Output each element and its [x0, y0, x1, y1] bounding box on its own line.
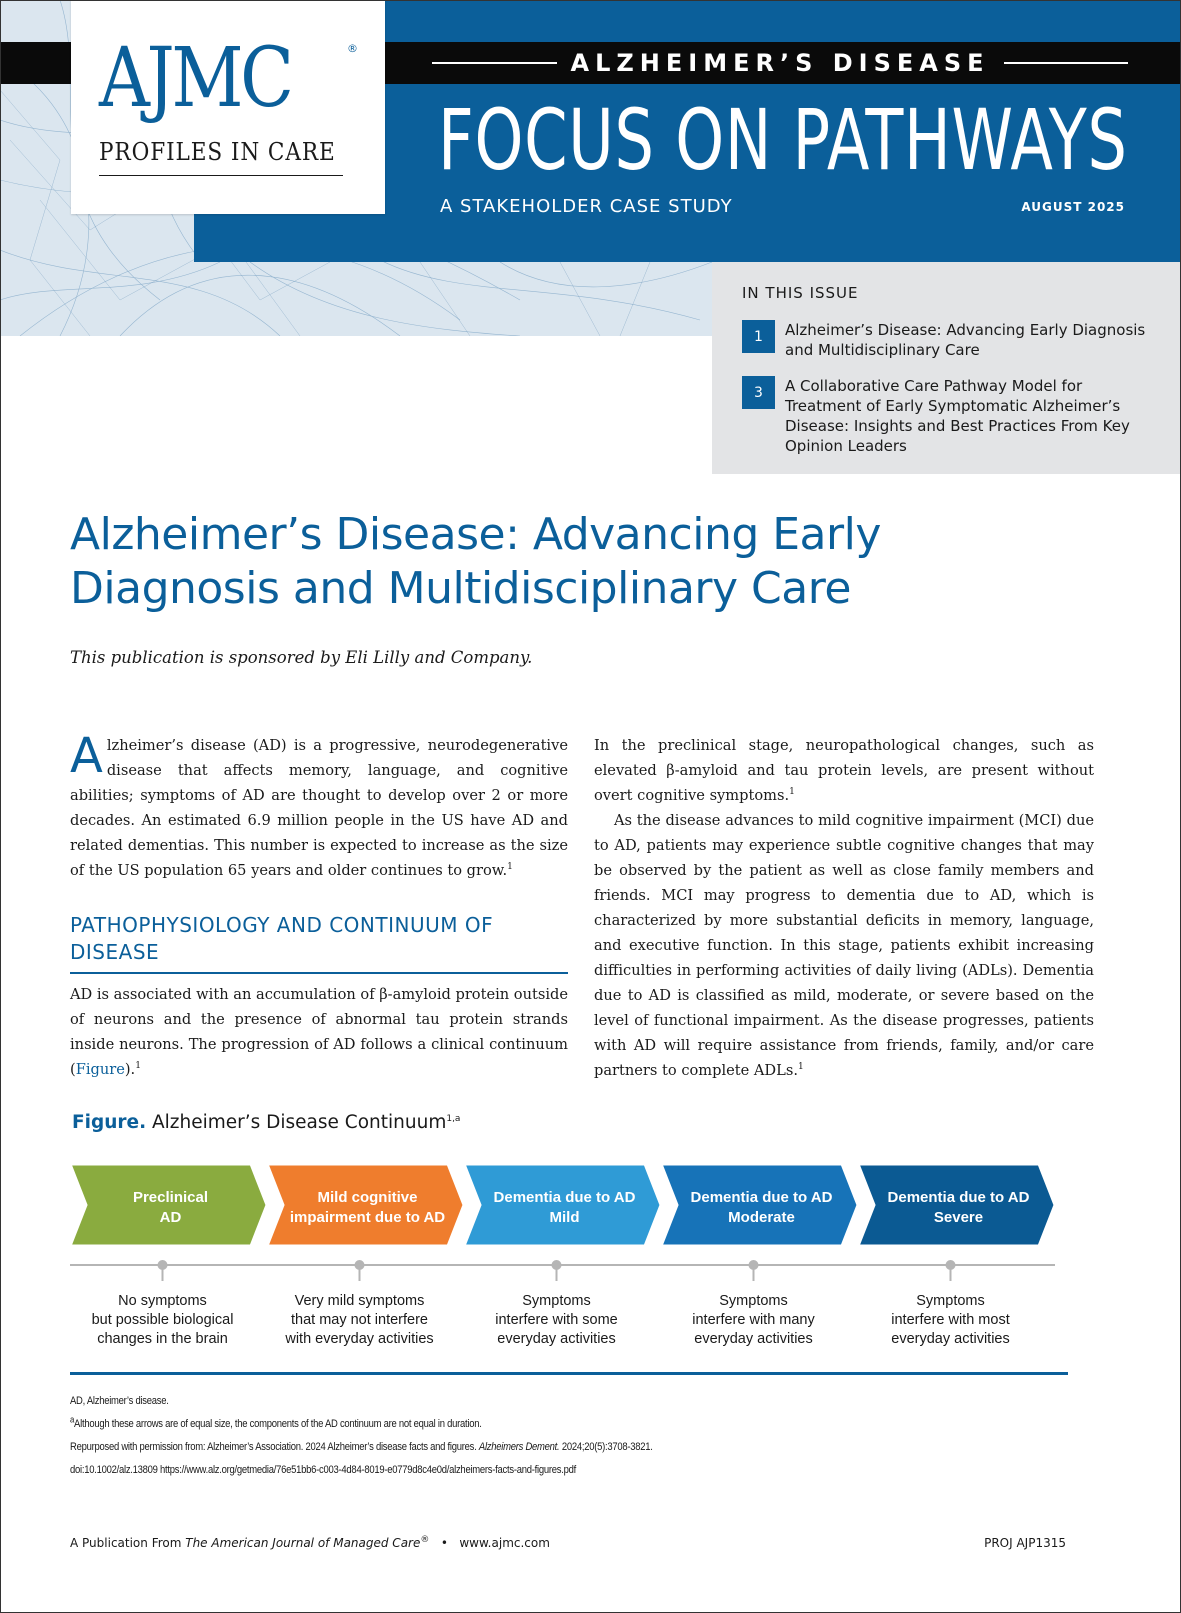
kicker-label: ALZHEIMER’S DISEASE — [570, 49, 990, 77]
stage-label-line1: Dementia due to AD — [690, 1189, 833, 1206]
stage-marker — [355, 1260, 365, 1270]
continuum-diagram — [0, 1150, 1181, 1360]
ajmc-logo — [71, 0, 385, 214]
abbreviation-note: AD, Alzheimer’s disease. — [70, 1395, 169, 1407]
stage-marker — [749, 1260, 759, 1270]
intro-text: lzheimer’s disease (AD) is a progressive, neurodegenerative disease that affects memory, language, and cognitive abilities; symptoms of AD are thought to develop over 2 or more decades. An estimated 6.9 million people in the US have AD and related dementias. This number is expected to increase as the size of the US population 65 years and older continues to grow. — [70, 737, 568, 879]
stage-description: everyday activities — [497, 1331, 616, 1347]
reference-mark: 1 — [797, 1062, 804, 1073]
reference-mark: 1 — [789, 787, 795, 798]
section-text-b: ). — [124, 1061, 136, 1078]
kicker-rule-right — [1004, 62, 1129, 64]
figure-link[interactable]: Figure — [75, 1061, 125, 1078]
footnote-mark: a — [70, 1414, 75, 1425]
footer-journal: The American Journal of Managed Care — [185, 1536, 421, 1550]
issue-item[interactable] — [742, 320, 1162, 360]
stage-label-line2: impairment due to AD — [289, 1209, 446, 1226]
logo-registered-mark: ® — [347, 42, 358, 55]
stage-label-line1: Dementia due to AD — [493, 1189, 636, 1206]
logo-wordmark: AJMC — [99, 31, 291, 126]
stage-marker — [552, 1260, 562, 1270]
stage-description: with everyday activities — [285, 1331, 434, 1347]
section-heading: PATHOPHYSIOLOGY AND CONTINUUM OF DISEASE — [70, 912, 568, 974]
logo-rule — [99, 175, 343, 176]
footer-reg: ® — [420, 1535, 430, 1545]
footer-prefix: A Publication From — [70, 1536, 182, 1550]
stage-label-line2: AD — [159, 1209, 182, 1226]
figure-caption: Alzheimer’s Disease Continuum — [151, 1112, 447, 1133]
in-this-issue-box — [712, 262, 1181, 474]
stage-label-line1: Dementia due to AD — [887, 1189, 1030, 1206]
issue-page-number: 3 — [742, 376, 775, 409]
kicker-rule-left — [432, 62, 557, 64]
figure-notes — [70, 1390, 939, 1482]
stage-description: everyday activities — [694, 1331, 813, 1347]
right-column — [594, 733, 1094, 1083]
issue-item-title: Alzheimer’s Disease: Advancing Early Diagnosis and Multidisciplinary Care — [785, 321, 1146, 359]
stage-description: interfere with some — [495, 1312, 618, 1328]
article-title: Alzheimer’s Disease: Advancing Early Diagnosis and Multidisciplinary Care — [70, 509, 881, 614]
issue-date: AUGUST 2025 — [1021, 200, 1125, 214]
progression-paragraph: As the disease advances to mild cognitive impairment (MCI) due to AD, patients may experience subtle cognitive changes that may be observed by the patient as well as close family members and friends. MCI may progress to dementia due to AD, which is characterized by more substantial deficits in memory, language, and executive function. In this stage, patients exhibit increasing difficulties in performing activities of daily living (ADLs). Dementia due to AD is classified as mild, moderate, or severe based on the level of functional impairment. As the disease progresses, patients with AD will require assistance from friends, family, and/or care partners to complete ADLs. — [594, 812, 1094, 1079]
stage-label-line2: Moderate — [728, 1209, 795, 1226]
stage-marker — [158, 1260, 168, 1270]
issue-item[interactable] — [742, 376, 1162, 456]
drop-cap: A — [70, 728, 103, 784]
issue-item-title: A Collaborative Care Pathway Model for Treatment of Early Symptomatic Alzheimer’s Disease: Insights and Best Practices From Key Opinion Leaders — [785, 377, 1130, 455]
kicker-row — [432, 42, 1128, 84]
section-paragraph — [70, 982, 568, 1082]
footer-bullet: • — [440, 1536, 448, 1550]
stage-label-line1: Mild cognitive — [317, 1189, 418, 1206]
footer-url[interactable]: www.ajmc.com — [459, 1536, 550, 1550]
stage-description: that may not interfere — [290, 1312, 429, 1328]
stage-description: Symptoms — [916, 1293, 985, 1309]
stage-description: interfere with many — [692, 1312, 815, 1328]
in-this-issue-heading: IN THIS ISSUE — [742, 284, 859, 302]
stage-description: Symptoms — [719, 1293, 788, 1309]
journal-name: Alzheimers Dement. — [478, 1441, 560, 1453]
preclinical-paragraph: In the preclinical stage, neuropathological changes, such as elevated β-amyloid and tau protein levels, are present without overt cognitive symptoms. — [594, 737, 1094, 804]
sponsor-statement: This publication is sponsored by Eli Lilly and Company. — [70, 648, 533, 667]
stage-description: interfere with most — [891, 1312, 1010, 1328]
stage-description: Symptoms — [522, 1293, 591, 1309]
reference-mark: 1 — [135, 1061, 141, 1072]
figure-label: Figure. — [72, 1112, 147, 1133]
footnote-a-text: Although these arrows are of equal size, the components of the AD continuum are not equal in duration. — [74, 1418, 482, 1430]
figure-title — [72, 1112, 460, 1133]
stage-marker — [946, 1260, 956, 1270]
project-code: PROJ AJP1315 — [984, 1536, 1066, 1550]
source-text: Repurposed with permission from: Alzheimer’s Association. 2024 Alzheimer’s disease facts and figures. — [70, 1441, 477, 1453]
citation: 2024;20(5):3708-3821. — [561, 1441, 653, 1453]
logo-subtitle: PROFILES IN CARE — [99, 138, 336, 166]
figure-title-sup: 1,a — [446, 1113, 461, 1124]
issue-page-number: 1 — [742, 320, 775, 353]
stage-label-line2: Severe — [933, 1209, 984, 1226]
publication-subtitle: A STAKEHOLDER CASE STUDY — [440, 196, 733, 217]
stage-label-line1: Preclinical — [132, 1189, 209, 1206]
figure-bottom-rule — [70, 1372, 1068, 1375]
section-text-a: AD is associated with an accumulation of β-amyloid protein outside of neurons and the presence of abnormal tau protein strands inside neurons. The progression of AD follows a clinical continuum ( — [70, 986, 568, 1078]
footer-publication — [70, 1536, 550, 1550]
stage-description: Very mild symptoms — [294, 1293, 425, 1309]
source-note — [70, 1436, 939, 1459]
stage-description: changes in the brain — [97, 1331, 228, 1347]
stage-description: but possible biological — [91, 1312, 234, 1328]
stage-description: everyday activities — [891, 1331, 1010, 1347]
stage-label-line2: Mild — [549, 1209, 580, 1226]
intro-paragraph — [70, 728, 568, 883]
stage-description: No symptoms — [118, 1293, 207, 1309]
doi-link[interactable]: doi:10.1002/alz.13809 https://www.alz.org/getmedia/76e51bb6-c003-4d84-8019-e0779d8c4e0d/alzheimers-facts-and-figures.pdf — [70, 1464, 576, 1476]
footnote-a — [70, 1413, 939, 1436]
reference-mark: 1 — [507, 862, 513, 873]
publication-title: FOCUS ON PATHWAYS — [438, 91, 1128, 189]
